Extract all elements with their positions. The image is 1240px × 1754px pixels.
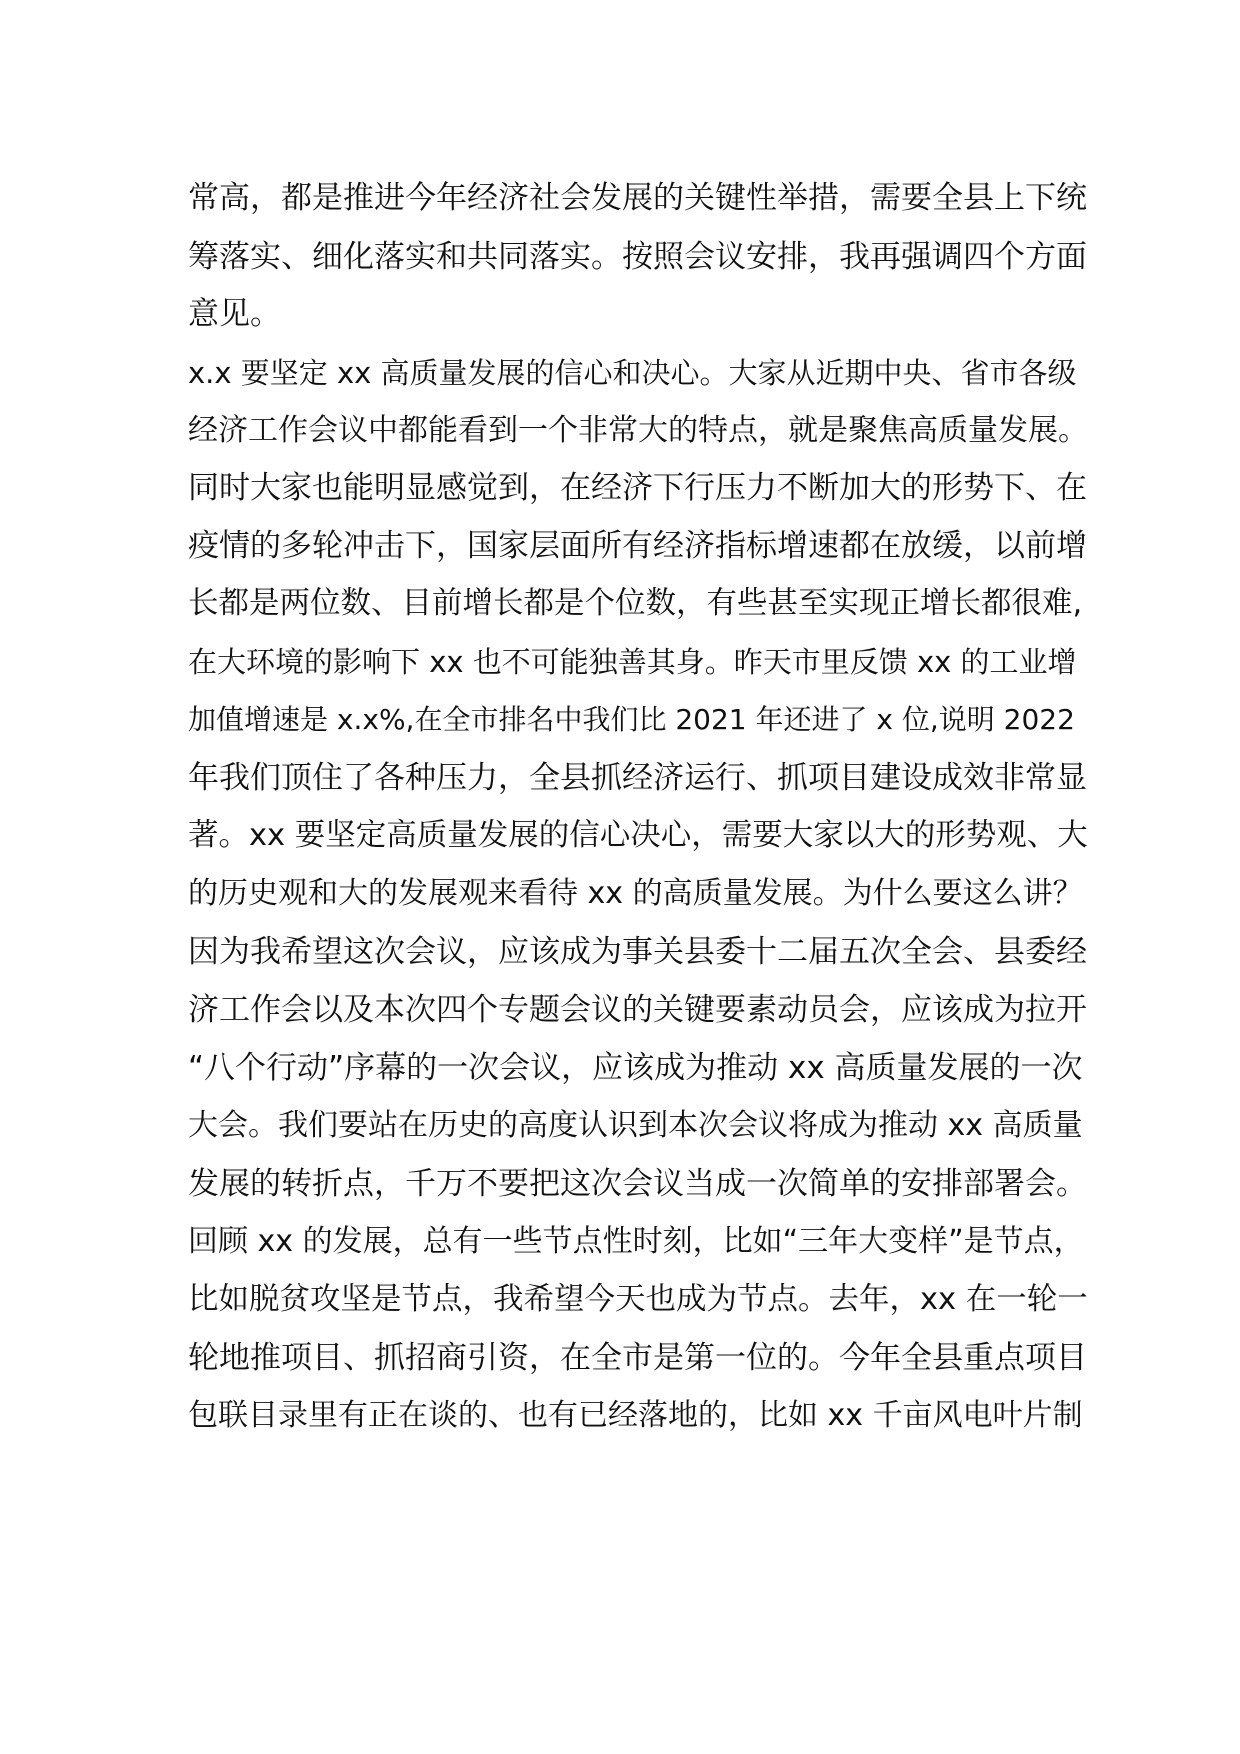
paragraph-line: 同时大家也能明显感觉到，在经济下行压力不断加大的形势下、在: [188, 470, 1087, 506]
paragraph-line: 轮地推项目、抓招商引资，在全市是第一位的。今年全县重点项目: [188, 1340, 1087, 1376]
paragraph-line: 发展的转折点，千万不要把这次会议当成一次简单的安排部署会。: [188, 1166, 1087, 1202]
paragraph-line: 年我们顶住了各种压力，全县抓经济运行、抓项目建设成效非常显: [188, 760, 1087, 796]
paragraph-line: 经济工作会议中都能看到一个非常大的特点，就是聚焦高质量发展。: [188, 413, 1088, 448]
paragraph-line: 意见。: [188, 296, 281, 332]
section-heading-line: x.x 要坚定 xx 高质量发展的信心和决心。大家从近期中央、省市各级: [188, 356, 1077, 390]
paragraph-line: 在大环境的影响下 xx 也不可能独善其身。昨天市里反馈 xx 的工业增: [188, 645, 1077, 679]
paragraph-line: 疫情的多轮冲击下，国家层面所有经济指标增速都在放缓，以前增: [188, 528, 1087, 564]
paragraph-line: 常高，都是推进今年经济社会发展的关键性举措，需要全县上下统: [188, 180, 1087, 216]
paragraph-line: 加值增速是 x.x%,在全市排名中我们比 2021 年还进了 x 位,说明 2022: [188, 703, 1075, 736]
paragraph-line: 比如脱贫攻坚是节点，我希望今天也成为节点。去年，xx 在一轮一: [188, 1282, 1088, 1317]
paragraph-line: “八个行动”序幕的一次会议，应该成为推动 xx 高质量发展的一次: [188, 1050, 1083, 1086]
paragraph-line: 著。xx 要坚定高质量发展的信心决心，需要大家以大的形势观、大: [188, 818, 1088, 853]
paragraph-line: 筹落实、细化落实和共同落实。按照会议安排，我再强调四个方面: [188, 239, 1087, 275]
paragraph-line: 济工作会以及本次四个专题会议的关键要素动员会，应该成为拉开: [188, 992, 1087, 1028]
paragraph-line: 因为我希望这次会议，应该成为事关县委十二届五次全会、县委经: [188, 934, 1087, 970]
paragraph-line: 回顾 xx 的发展，总有一些节点性时刻，比如“三年大变样”是节点，: [188, 1224, 1084, 1259]
paragraph-line: 的历史观和大的发展观来看待 xx 的高质量发展。为什么要这么讲？: [188, 876, 1083, 911]
paragraph-line: 长都是两位数、目前增长都是个位数，有些甚至实现正增长都很难,: [188, 586, 1083, 621]
paragraph-line: 包联目录里有正在谈的、也有已经落地的，比如 xx 千亩风电叶片制: [188, 1398, 1083, 1433]
paragraph-line: 大会。我们要站在历史的高度认识到本次会议将成为推动 xx 高质量: [188, 1108, 1083, 1143]
